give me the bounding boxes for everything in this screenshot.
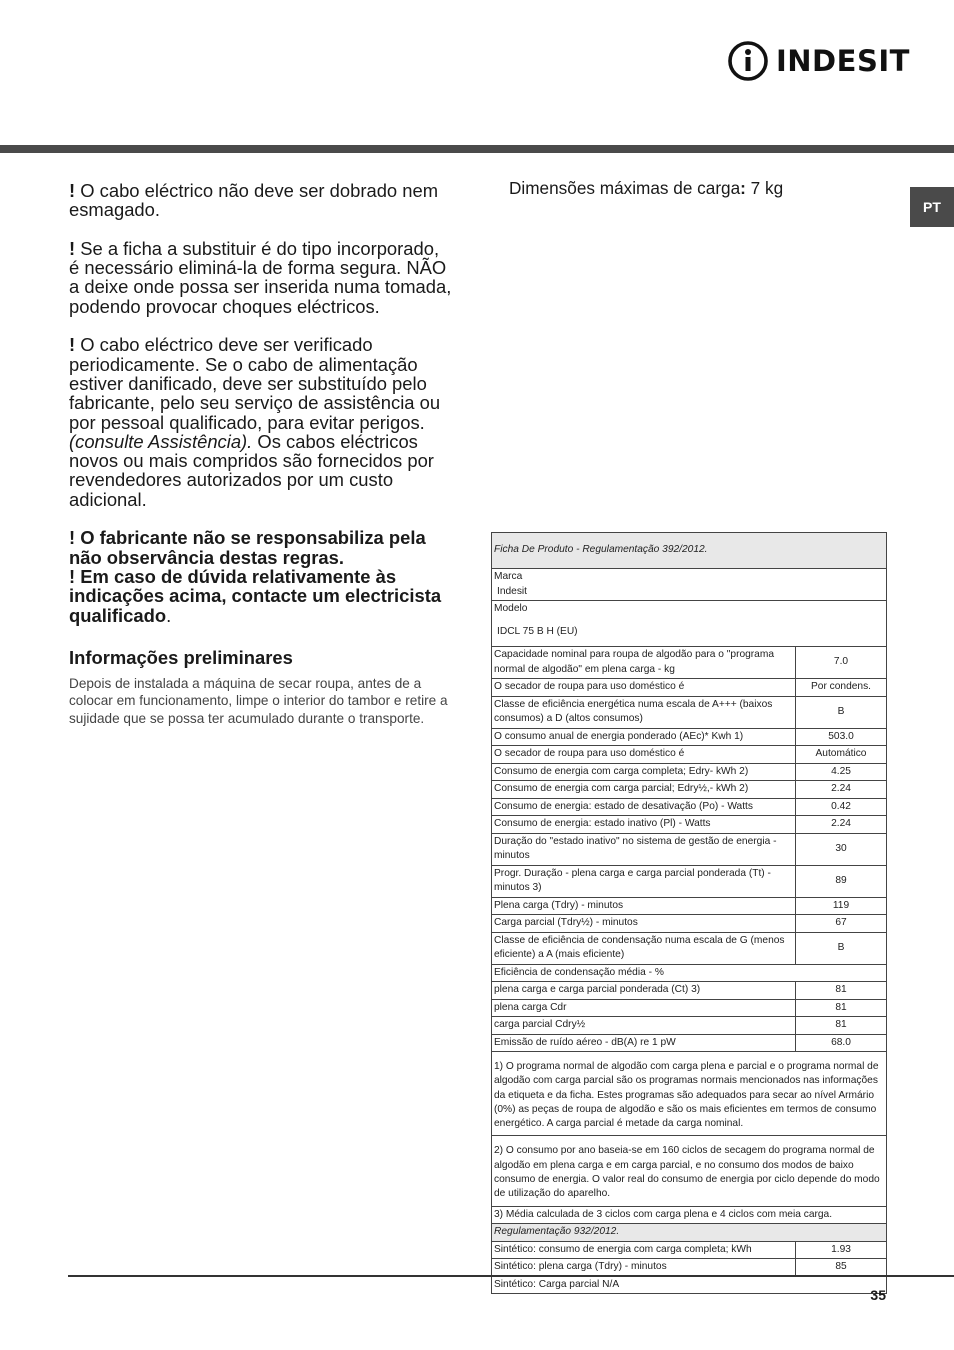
table-row: [492, 798, 887, 816]
row-label: carga parcial Cdry½: [492, 1017, 796, 1035]
electrician-advice: ! Em caso de dúvida relativamente às indicações acima, contacte um electricista qualificado.: [69, 565, 442, 626]
row-value: 89: [796, 865, 887, 897]
table-row: [492, 679, 887, 697]
model-cell: Modelo IDCL 75 B H (EU): [492, 601, 887, 647]
warning-paragraph-1: ! O cabo eléctrico não deve ser dobrado nem esmagado.: [69, 180, 439, 221]
table-row: [492, 1276, 887, 1294]
row-value: 119: [796, 897, 887, 915]
row-value: 4.25: [796, 763, 887, 781]
row-value: 81: [796, 982, 887, 1000]
row-value: 81: [796, 999, 887, 1017]
row-label: Capacidade nominal para roupa de algodão para o "programa normal de algodão" em plena carga - kg: [492, 647, 796, 679]
row-value: 2.24: [796, 816, 887, 834]
row-value: 7.0: [796, 647, 887, 679]
row-label: O secador de roupa para uso doméstico é: [492, 746, 796, 764]
footnote-3: 3) Média calculada de 3 ciclos com carga plena e 4 ciclos com meia carga.: [492, 1206, 887, 1224]
footer-divider: [68, 1275, 954, 1277]
brand-cell: Marca Indesit: [492, 569, 887, 601]
footnote-2: 2) O consumo por ano baseia-se em 160 ciclos de secagem do programa normal de algodão em plena carga e em carga parcial, e no consumo dos modos de baixo consumo de energia. O valor real do consumo de energia por ciclo depende do modo de utilização do aparelho.: [492, 1136, 887, 1206]
product-fiche-table: [491, 532, 887, 1294]
table-row: [492, 1136, 887, 1206]
header-divider: [0, 145, 954, 153]
row-label: O consumo anual de energia ponderado (AEc)* Kwh 1): [492, 728, 796, 746]
row-value: 1.93: [796, 1241, 887, 1259]
max-load-dimension: Dimensões máximas de carga: 7 kg: [509, 178, 784, 198]
preliminary-info-text: Depois de instalada a máquina de secar roupa, antes de a colocar em funcionamento, limpe o interior do tambor e retire a sujidade que se possa ter acumulado durante o transporte.: [69, 675, 448, 726]
row-value: 67: [796, 915, 887, 933]
row-value: B: [796, 932, 887, 964]
row-value: 2.24: [796, 781, 887, 799]
indesit-logo-icon: [726, 40, 770, 82]
row-value: Automático: [796, 746, 887, 764]
table-row: [492, 964, 887, 982]
language-tab: PT: [910, 187, 954, 227]
row-value: 68.0: [796, 1034, 887, 1052]
regulation-subheader: Regulamentação 932/2012.: [492, 1224, 887, 1242]
table-row: [492, 1259, 887, 1277]
partial-load-row: Sintético: Carga parcial N/A: [492, 1276, 887, 1294]
row-label: Carga parcial (Tdry½) - minutos: [492, 915, 796, 933]
table-row: [492, 781, 887, 799]
brand-name: INDESIT: [776, 44, 910, 78]
footnote-1: 1) O programa normal de algodão com carga plena e parcial e o programa normal de algodão com carga parcial são os programas normais mencionados nas informações da etiqueta e da ficha. Estes programas são adequados para secar ao nível Armário (0%) as peças de roupa de algodão e são os mais eficientes em termos de consumo energético. A carga parcial é metade da carga nominal.: [492, 1052, 887, 1136]
table-row: [492, 982, 887, 1000]
row-label: Consumo de energia com carga completa; Edry- kWh 2): [492, 763, 796, 781]
row-label: plena carga e carga parcial ponderada (Ct) 3): [492, 982, 796, 1000]
row-label: Sintético: plena carga (Tdry) - minutos: [492, 1259, 796, 1277]
section-heading: Informações preliminares: [69, 646, 293, 668]
left-column: [69, 181, 454, 727]
row-label: O secador de roupa para uso doméstico é: [492, 679, 796, 697]
row-value: B: [796, 696, 887, 728]
row-label: Emissão de ruído aéreo - dB(A) re 1 pW: [492, 1034, 796, 1052]
row-label: Duração do "estado inativo" no sistema de gestão de energia - minutos: [492, 833, 796, 865]
table-row: [492, 833, 887, 865]
table-row: [492, 1206, 887, 1224]
table-row: [492, 1017, 887, 1035]
row-value: 85: [796, 1259, 887, 1277]
row-label: plena carga Cdr: [492, 999, 796, 1017]
row-label: Classe de eficiência de condensação numa escala de G (menos eficiente) a A (mais eficiente): [492, 932, 796, 964]
table-row: [492, 999, 887, 1017]
table-row: [492, 1052, 887, 1136]
condensation-label: Eficiência de condensação média - %: [492, 964, 887, 982]
row-value: 503.0: [796, 728, 887, 746]
table-row: [492, 865, 887, 897]
warning-paragraph-3: ! O cabo eléctrico deve ser verificado periodicamente. Se o cabo de alimentação estiver danificado, deve ser substituído pelo fabricante, pelo seu serviço de assistência ou por pessoal qualificado, para evitar perigos. (consulte Assistência). Os cabos eléctricos novos ou mais compridos são fornecidos por revendedores autorizados por um custo adicional.: [69, 334, 441, 510]
row-value: 30: [796, 833, 887, 865]
table-row: [492, 897, 887, 915]
row-label: Classe de eficiência energética numa escala de A+++ (baixos consumos) a D (altos consumos): [492, 696, 796, 728]
manufacturer-disclaimer: ! O fabricante não se responsabiliza pela não observância destas regras.: [69, 527, 426, 568]
table-row: [492, 816, 887, 834]
table-header: Ficha De Produto - Regulamentação 392/2012.: [492, 533, 887, 569]
table-row: [492, 746, 887, 764]
row-value: Por condens.: [796, 679, 887, 697]
table-row: [492, 1224, 887, 1242]
warning-paragraph-2: ! Se a ficha a substituir é do tipo incorporado, é necessário eliminá-la de forma segura. NÃO a deixe onde possa ser inserida numa tomada, podendo provocar choques eléctricos.: [69, 237, 452, 317]
table-row: [492, 763, 887, 781]
row-value: 81: [796, 1017, 887, 1035]
row-label: Plena carga (Tdry) - minutos: [492, 897, 796, 915]
table-row: [492, 1241, 887, 1259]
table-row: [492, 728, 887, 746]
table-row: [492, 647, 887, 679]
row-value: 0.42: [796, 798, 887, 816]
table-row: [492, 1034, 887, 1052]
row-label: Consumo de energia: estado de desativação (Po) - Watts: [492, 798, 796, 816]
row-label: Sintético: consumo de energia com carga completa; kWh: [492, 1241, 796, 1259]
table-row: [492, 932, 887, 964]
row-label: Progr. Duração - plena carga e carga parcial ponderada (Tt) - minutos 3): [492, 865, 796, 897]
brand-logo: [726, 40, 910, 82]
row-label: Consumo de energia com carga parcial; Edry½,- kWh 2): [492, 781, 796, 799]
row-label: Consumo de energia: estado inativo (Pl) - Watts: [492, 816, 796, 834]
page-number: 35: [870, 1287, 886, 1303]
assistance-reference: (consulte Assistência).: [69, 430, 253, 452]
table-row: [492, 915, 887, 933]
table-row: [492, 696, 887, 728]
